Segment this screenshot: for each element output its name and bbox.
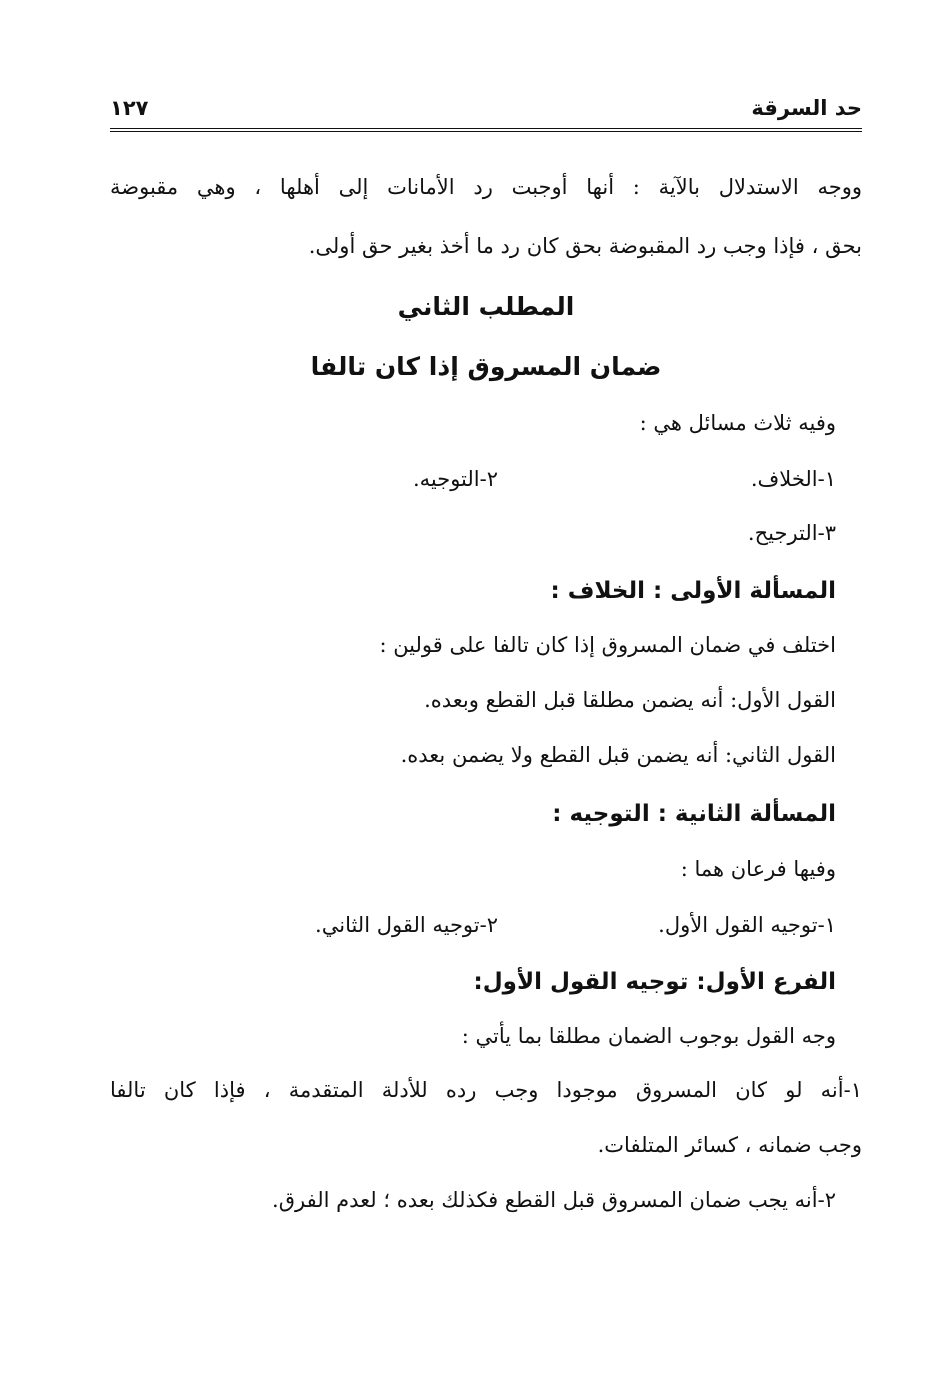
list-item: ١-الخلاف.: [750, 467, 836, 491]
paragraph-line: ١-أنه لو كان المسروق موجودا وجب رده للأدلة المتقدمة ، فإذا كان تالفا: [110, 1078, 862, 1102]
paragraph-line: وجه القول بوجوب الضمان مطلقا بما يأتي :: [461, 1024, 836, 1048]
paragraph-line: ٢-أنه يجب ضمان المسروق قبل القطع فكذلك بعده ؛ لعدم الفرق.: [272, 1188, 836, 1212]
list-item: ٢-التوجيه.: [412, 467, 498, 491]
paragraph-line: بحق ، فإذا وجب رد المقبوضة بحق كان رد ما أخذ بغير حق أولى.: [308, 234, 862, 258]
subsection-heading: المطلب الثاني: [397, 292, 575, 321]
list-item: ٣-الترجيح.: [747, 521, 836, 545]
list-item: ١-توجيه القول الأول.: [658, 913, 836, 937]
intro-items-row: [110, 518, 862, 550]
header-rule: [110, 128, 862, 132]
running-title: حد السرقة: [751, 96, 862, 120]
paragraph-line: القول الثاني: أنه يضمن قبل القطع ولا يضمن بعده.: [400, 743, 836, 767]
issue-two-items-row: [110, 910, 862, 942]
paragraph-line: وجب ضمانه ، كسائر المتلفات.: [597, 1133, 862, 1157]
subsection-title: ضمان المسروق إذا كان تالفا: [310, 352, 662, 381]
list-item: ٢-توجيه القول الثاني.: [315, 913, 498, 937]
issue-heading: المسألة الأولى : الخلاف :: [550, 578, 836, 604]
paragraph-line: ووجه الاستدلال بالآية : أنها أوجبت رد الأمانات إلى أهلها ، وهي مقبوضة: [110, 175, 862, 199]
branch-heading: الفرع الأول: توجيه القول الأول:: [473, 969, 836, 995]
paragraph-line: وفيها فرعان هما :: [680, 857, 836, 881]
issue-heading: المسألة الثانية : التوجيه :: [552, 801, 836, 827]
paragraph-line: القول الأول: أنه يضمن مطلقا قبل القطع وبعده.: [424, 688, 836, 712]
paragraph-line: اختلف في ضمان المسروق إذا كان تالفا على قولين :: [379, 633, 836, 657]
page-number: ١٢٧: [110, 96, 149, 120]
intro-line: وفيه ثلاث مسائل هي :: [639, 411, 836, 435]
running-header: [110, 96, 862, 132]
intro-items-row: [110, 464, 862, 496]
